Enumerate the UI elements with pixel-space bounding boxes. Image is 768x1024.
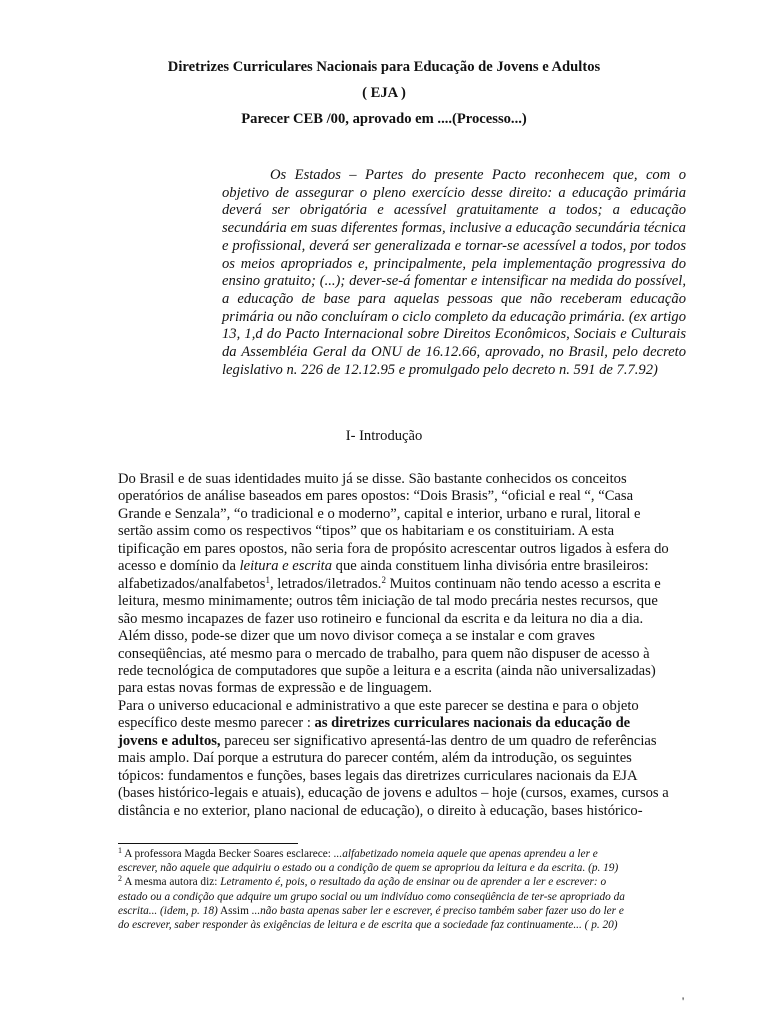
paragraph-line: conseqüências, até mesmo para o mercado de trabalho, para quem não dispuser de acesso à (118, 645, 650, 662)
paragraph-line: operatórios de análise baseados em pares opostos: “Dois Brasis”, “oficial e real “, “Casa (118, 488, 634, 505)
paragraph-line: são mesmo incapazes de fazer uso rotineiro e funcional da escrita e da leitura no dia a dia. (118, 610, 644, 627)
paragraph-line: distância e no exterior, plano nacional de educação), o direito à educação, bases histórico- (118, 802, 643, 819)
bold-term: as diretrizes curriculares nacionais da educação de (314, 715, 631, 732)
epigraph-line: Os Estados – Partes do presente Pacto reconhecem que, com o (270, 167, 686, 183)
epigraph-line: ONU de 16.12.66, aprovado, no Brasil, pelo decreto legislativo n. 226 de (222, 344, 686, 378)
footnote-ref-2: 2 (381, 574, 386, 585)
epigraph-quote (222, 167, 686, 379)
paragraph-line: Grande e Senzala”, “o tradicional e o moderno”, capital e interior, urbano e rural, litoral e (118, 505, 641, 522)
page-mark: ' (682, 994, 685, 1008)
epigraph-line: secundária em suas diferentes formas, inclusive a educação secundária (222, 220, 641, 237)
title-line-2: ( EJA ) (362, 85, 406, 101)
footnote-1: $^1$ A professora Magda Becker Soares esclarece: ...alfabetizado nomeia aquele que apenas aprendeu a ler e (118, 846, 598, 860)
paragraph-line: para estas novas formas de expressão e de linguagem. (118, 680, 433, 697)
epigraph-line: objetivo de assegurar o pleno exercício desse direito: a educação primária (222, 184, 686, 201)
paragraph-line: Para o universo educacional e administrativo a que este parecer se destina e para o objeto (118, 697, 639, 714)
bold-term: jovens e adultos, (118, 732, 221, 749)
paragraph-line: Do Brasil e de suas identidades muito já se disse. São bastante conhecidos os conceitos (118, 471, 627, 487)
paragraph-line: jovens e adultos, pareceu ser significativo apresentá-las dentro de um quadro de referências (118, 732, 657, 749)
footnotes (118, 847, 680, 932)
italic-term: leitura e escrita (239, 558, 333, 575)
epigraph-line: 12.12.95 e promulgado pelo decreto n. 591 de 7.7.92) (344, 361, 658, 378)
paragraph-line: mais amplo. Daí porque a estrutura do parecer contém, além da introdução, os seguintes (118, 750, 632, 767)
body-text (118, 471, 669, 820)
epigraph-line: intensificar na medida do possível, a educação de base para aquelas (222, 273, 686, 307)
footnote-line: escrita... (idem, p. 18) Assim ...não basta apenas saber ler e escrever, é preciso também saber fazer uso do ler e (118, 904, 624, 917)
paragraph-line: (bases histórico-legais e atuais), educação de jovens e adultos – hoje (cursos, exames, cursos a (118, 785, 669, 802)
document-title (0, 54, 768, 132)
title-line-3: Parecer CEB /00, aprovado em ....(Processo...) (241, 111, 527, 127)
footnote-number: 2 (118, 874, 122, 884)
paragraph-line: rede tecnológica de computadores que supõe a leitura e a escrita (ainda não universalizadas) (118, 662, 656, 679)
paragraph-line: tópicos: fundamentos e funções, bases legais das diretrizes curriculares nacionais da EJA (118, 767, 638, 784)
paragraph-line: acesso e domínio da leitura e escrita que ainda constituem linha divisória entre brasileiros: (118, 558, 649, 575)
paragraph-line: sertão assim como os respectivos “tipos” que os habitariam e os constituiriam. A esta (118, 523, 615, 540)
epigraph-line: técnica e profissional, deverá ser generalizada e tornar-se acessível a (222, 220, 686, 254)
epigraph-line: pessoas que não receberam educação primária ou não concluíram o ciclo (222, 290, 686, 325)
paragraph-line: alfabetizados/analfabetos$^1$, letrados/iletrados.$^2$ Muitos continuam não tendo acesso a escrita e (118, 574, 661, 592)
paragraph-line: específico deste mesmo parecer : as diretrizes curriculares nacionais da educação de (118, 715, 631, 732)
footnote-line: escrever, não aquele que adquiriu o estado ou a condição de quem se apropriou da leitura e da escrita. (p. 19) (118, 862, 619, 875)
footnote-number: 1 (118, 846, 122, 855)
paragraph-line: leitura, mesmo minimamente; outros têm iniciação de tal modo precária nestes recursos, que (118, 593, 658, 610)
footnote-divider (118, 843, 298, 844)
paragraph-line: tipificação em pares opostos, não seria fora de propósito acrescentar outros ligados à esfera do (118, 540, 669, 557)
title-line-1: Diretrizes Curriculares Nacionais para Educação de Jovens e Adultos (167, 59, 601, 75)
epigraph-line: completo da educação primária. (ex artigo 13, 1,d do Pacto Internacional (222, 308, 686, 343)
paragraph-line: Além disso, pode-se dizer que um novo divisor começa a se instalar e com graves (118, 628, 595, 645)
footnote-line: do escrever, saber responder às exigências de leitura e de escrita que a sociedade faz continuamente... ( p. 20) (118, 919, 618, 932)
epigraph-line: deverá ser obrigatória e acessível gratuitamente a todos; a educação (222, 202, 686, 219)
footnote-ref-1: 1 (265, 574, 270, 585)
footnote-line: estado ou a condição que adquire um grupo social ou um indivíduo como conseqüência de ter-se apropriado da (118, 890, 625, 903)
epigraph-line: implementação progressiva do ensino gratuito; (...); dever-se-á fomentar e (222, 255, 686, 290)
epigraph-line: sobre Direitos Econômicos, Sociais e Culturais da Assembléia Geral da (222, 326, 686, 361)
epigraph-line: todos, por todos os meios apropriados e, principalmente, pela (222, 237, 687, 272)
footnote-2: $^2$ A mesma autora diz: Letramento é, pois, o resultado da ação de ensinar ou de aprender a ler e escrever: o (118, 874, 607, 889)
section-heading: I- Introdução (345, 428, 423, 444)
